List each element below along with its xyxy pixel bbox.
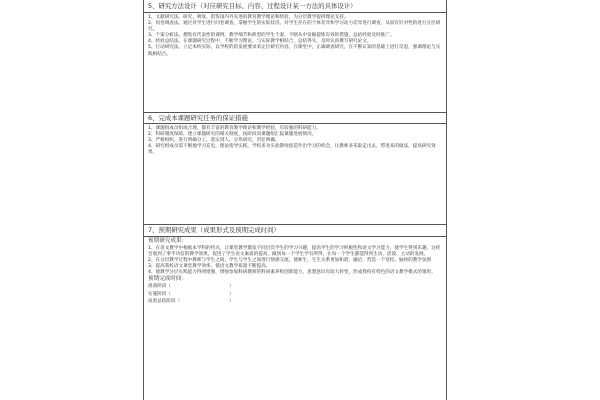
section-7-heading: 7、预期研究成果（成果形式及预期完成时间） xyxy=(144,225,446,237)
paragraph: 2、科研制度保障，建立课题研究的相关制度，按阶段向课题组汇报课题进展情况。 xyxy=(148,132,317,138)
paragraph: 4、经验总结法。在课题研究过程中，不断学习理论，与实际教学相结合，总结得失，及时认真撰写研究论文。 xyxy=(148,39,372,45)
stage-row-preparation xyxy=(148,283,442,290)
paragraph: 1、在语文教学中根据本学科的特点，让课堂教学激发不同层次学生的学习兴趣，提高学生的学习积极性和语文学习能力，使学生得到乐趣，这样会收到了事半功倍的教学效果，促进了学生语文素质的提高，做到每一个学生学有所得，让每一个学生都能得到生动、活泼、主动的发展。 xyxy=(148,245,441,257)
stage-name: 实施阶段（ xyxy=(148,291,171,297)
paragraph: 2、在分层教学过程中教师与学生之间，学生与学生之间进行情感交流，使师生、生生关系更加和谐，融洽，营造一个宽松、愉快的教学氛围 xyxy=(148,257,432,263)
paragraph: 3、提高我校语文课堂教学效率，使语文教学质量不断提高。 xyxy=(148,263,271,269)
paragraph: 1、文献研究法。研究、吸收、借鉴国内外先进的教育教学理论和经验，为分层教学提供理论支持。 xyxy=(148,15,349,20)
stage-close: ） xyxy=(229,299,234,305)
paragraph: 3、个案分析法。搜集有代表性的课例，教学细节和典型的学生个案，不断从中发掘提炼有效的措施，总结经验及时推广。 xyxy=(148,33,395,39)
stage-row-implementation xyxy=(148,291,442,298)
paragraph: 1、课题组成员组成合理，都有丰富的教育教学理论和教学经验，有较强的科研能力。 xyxy=(148,126,321,131)
section-6-body xyxy=(144,124,446,225)
section-7-body xyxy=(144,237,446,399)
paragraph: 2、问卷调查法。通过对学生进行问卷调查，掌握学生的实际状况，对学生存在的个体差异和学习动力差异进行调查，从而有针对性的进行分层研究。 xyxy=(148,21,441,33)
paragraph: 3、严格组织，进行明确分工，落实到人，分块研究，责任明确。 xyxy=(148,138,280,144)
stage-close: ） xyxy=(228,291,234,297)
paragraph: 4、使教学分层实践能力得到增强，增强参加科研教师的科研素养和创新能力，思想意识有较大转变，形成我校有特色的语文教学模式的雏形。 xyxy=(148,269,436,275)
section-5-body xyxy=(144,13,446,112)
paragraph: 4、研究组成员需不断地学习充电，理论指导实践，学校多为实验教师创造外出学习的机会，让教师多采取走出去，带进来的做法，提高研究效果。 xyxy=(148,144,436,156)
stage-close: ） xyxy=(228,284,234,290)
stage-name: 准备阶段（ xyxy=(148,284,171,290)
section-6-heading: 6、完成本课题研究任务的保证措施 xyxy=(144,112,446,124)
stage-name: 成果总结阶段（ xyxy=(148,299,181,305)
completion-time-label: 预期完成时间： xyxy=(148,275,188,282)
section-5-heading: 5、研究方法设计（对应研究目标、内容、过程设计某一方法的具体设计） xyxy=(144,0,446,13)
document-table xyxy=(143,0,447,400)
paragraph: 5、行动研究法。立足本校实际，以学校的的发展要求来定位研究内容，在课堂中，正确调查研究，在不断认知的基础上进行反思，强调理论与实践相结合。 xyxy=(148,45,441,57)
stage-row-summary xyxy=(148,298,442,305)
expected-results-label: 预期研究成果： xyxy=(148,238,188,244)
